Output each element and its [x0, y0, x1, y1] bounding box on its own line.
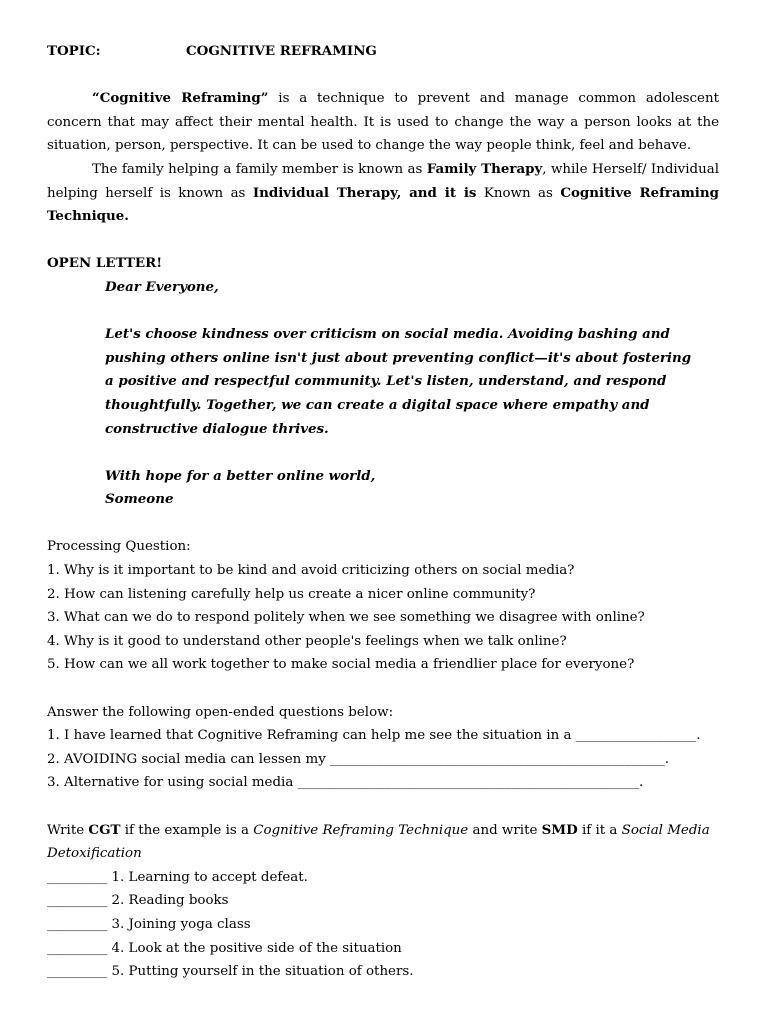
processing-question: 4. Why is it good to understand other people's feelings when we talk online?: [47, 633, 567, 649]
processing-question: 2. How can listening carefully help us create a nicer online community?: [47, 586, 536, 602]
letter-closing: With hope for a better online world,: [105, 467, 376, 484]
individual-therapy-term: Individual Therapy, and it is: [252, 184, 477, 201]
letter-body-line: Let's choose kindness over criticism on social media. Avoiding bashing and: [105, 326, 670, 343]
smd-meaning: Social Media Detoxification: [47, 822, 710, 862]
spacer: [47, 512, 719, 536]
classify-item: _________ 3. Joining yoga class: [47, 916, 251, 932]
open-ended-item: 2. AVOIDING social media can lessen my __________________________________________________.: [47, 751, 670, 767]
letter-body-line: thoughtfully. Together, we can create a digital space where empathy and: [105, 396, 650, 413]
intro-definition: is a technique to prevent and manage common adolescent concern that may affect their mental health. It is used to change the way a person looks at the situation, person, perspective. It can be used to change the way people think, feel and behave.: [47, 91, 719, 154]
classify-instructions: [47, 819, 719, 866]
processing-heading: Processing Question:: [47, 539, 191, 555]
letter-salutation: Dear Everyone,: [105, 278, 219, 295]
letter-body-line: pushing others online isn't just about preventing conflict—it's about fostering: [105, 349, 692, 366]
intro-p2-text-e: Known as: [476, 185, 561, 201]
intro-paragraph-2: [47, 158, 719, 229]
classify-text-e: and write: [468, 822, 542, 838]
classify-text-c: if the example is a: [120, 822, 254, 838]
topic-value: COGNITIVE REFRAMING: [186, 43, 377, 59]
spacer: [47, 64, 719, 88]
letter-signature: Someone: [105, 491, 174, 508]
classify-text-a: Write: [47, 822, 89, 838]
spacer: [105, 441, 719, 465]
classify-item: _________ 2. Reading books: [47, 893, 229, 909]
spacer: [47, 677, 719, 701]
topic-line: [47, 40, 719, 64]
spacer: [47, 229, 719, 253]
letter-body-line: a positive and respectful community. Let's listen, understand, and respond: [105, 373, 667, 390]
document-page: [47, 40, 719, 984]
processing-question: 3. What can we do to respond politely when we see something we disagree with online?: [47, 610, 645, 626]
open-letter: [47, 276, 719, 512]
processing-question: 5. How can we all work together to make social media a friendlier place for everyone?: [47, 657, 635, 673]
intro-p2-text-c: , while Herself/ Individual helping herself is known as: [47, 161, 719, 201]
intro-term: “Cognitive Reframing”: [92, 90, 269, 107]
intro-p2-text-a: The family helping a family member is known as: [92, 161, 427, 177]
spacer: [47, 795, 719, 819]
letter-body-line: constructive dialogue thrives.: [105, 420, 329, 437]
open-ended-item: 3. Alternative for using social media ___________________________________________________.: [47, 775, 644, 791]
classify-item: _________ 4. Look at the positive side of the situation: [47, 940, 402, 956]
topic-label: TOPIC:: [47, 43, 101, 59]
classify-item: _________ 1. Learning to accept defeat.: [47, 869, 308, 885]
open-letter-heading: OPEN LETTER!: [47, 255, 163, 272]
classify-item: _________ 5. Putting yourself in the situation of others.: [47, 964, 414, 980]
processing-question: 1. Why is it important to be kind and avoid criticizing others on social media?: [47, 563, 575, 579]
cgt-meaning: Cognitive Reframing Technique: [253, 822, 469, 838]
cgt-code: CGT: [88, 821, 121, 838]
intro-paragraph-1: [47, 87, 719, 158]
classify-text-g: if it a: [577, 822, 622, 838]
family-therapy-term: Family Therapy: [426, 160, 543, 177]
open-ended-item: 1. I have learned that Cognitive Reframing can help me see the situation in a __________________.: [47, 728, 701, 744]
open-ended-heading: Answer the following open-ended questions below:: [47, 704, 394, 720]
reframing-technique-term: Cognitive Reframing Technique.: [47, 184, 719, 225]
smd-code: SMD: [541, 821, 578, 838]
spacer: [105, 300, 719, 324]
